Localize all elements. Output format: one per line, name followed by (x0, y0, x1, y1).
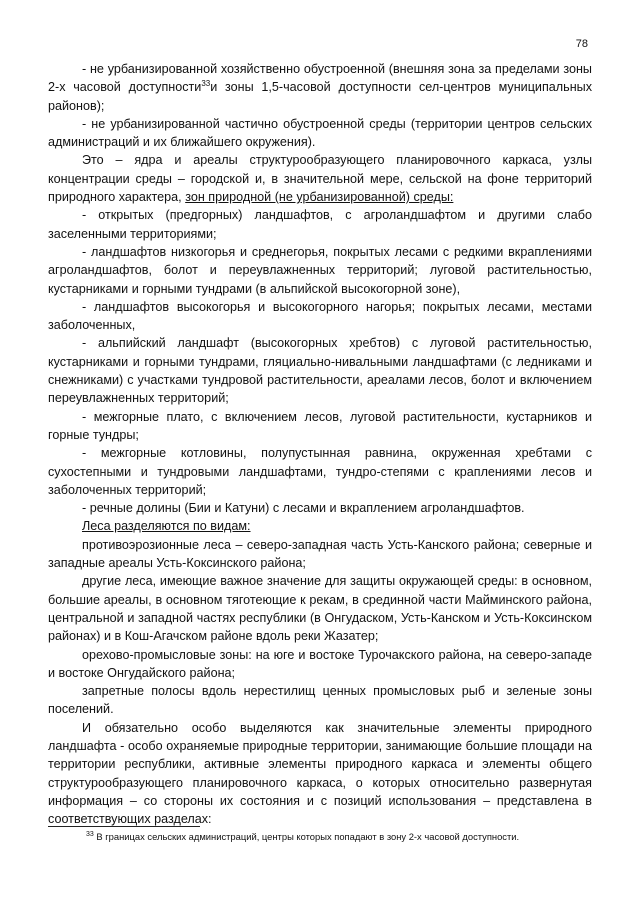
list-item: - ландшафтов низкогорья и среднегорья, покрытых лесами с редкими вкраплениями агроландшафтов, болот и переувлажненных территорий; луговой растительностью, кустарниками и горными тундрами (в альпийской высокогорной зоне), (48, 244, 592, 296)
list-item: - открытых (предгорных) ландшафтов, с агроландшафтом и другими слабо заселенными территориями; (48, 208, 592, 241)
paragraph-urbanized-zone (48, 60, 592, 115)
page-number: 78 (575, 38, 588, 50)
section-heading-forests (48, 517, 592, 535)
footnote-number: 33 (86, 831, 94, 838)
forest-type-item: запретные полосы вдоль нерестилищ ценных промысловых рыб и зеленые зоны поселений. (48, 684, 592, 717)
paragraph-text: Это – ядра и ареалы структурообразующего планировочного каркаса, узлы концентрации среды – городской и, в значительной мере, сельской на фоне территорий природного характера, (48, 153, 592, 205)
paragraph-framework-cores (48, 151, 592, 206)
list-item: - альпийский ландшафт (высокогорных хребтов) с луговой растительностью, кустарниками и горными тундрами, гляциально-нивальными ландшафтами (с ледниками и снежниками) с участками тундровой растительности, ареалами лесов, болот и включением переувлажненных территорий; (48, 336, 592, 406)
list-item: - межгорные плато, с включением лесов, луговой растительности, кустарников и горные тундры; (48, 409, 592, 442)
paragraph-partially-developed: - не урбанизированной частично обустроенной среды (территории центров сельских администраций и их ближайшего окружения). (48, 116, 592, 150)
paragraph-protected-areas: И обязательно особо выделяются как значительные элементы природного ландшафта - особо охраняемые природные территории, занимающие большие площади на территории республики, активные элементы природного каркаса и элементы общего структурообразующего планировочного каркаса, о которых относительно развернутая информация – со стороны их состояния и с позиций использования – представлена в соответствующих разделах: (48, 720, 592, 827)
forest-type-item: другие леса, имеющие важное значение для защиты окружающей среды: в основном, большие ареалы, в основном тяготеющие к рекам, в срединной части Майминского района, центральной и западной частях республики (в Онгудаском, Усть-Канском и Усть-Коксинском районах) и в Кош-Агачском районе вдоль реки Жазатер; (48, 574, 592, 644)
underlined-heading: зон природной (не урбанизированной) среды: (185, 190, 454, 205)
list-item: - речные долины (Бии и Катуни) с лесами и вкраплением агроландшафтов. (82, 501, 525, 516)
forest-type-item: орехово-промысловые зоны: на юге и востоке Турочакского района, на северо-западе и востоке Онгудайского района; (48, 647, 592, 680)
underlined-heading: Леса разделяются по видам: (82, 519, 251, 534)
body-text (48, 60, 592, 828)
footnote-divider (48, 826, 200, 827)
list-item: - ландшафтов высокогорья и высокогорного нагорья; покрытых лесами, местами заболоченных, (48, 299, 592, 333)
list-item: - межгорные котловины, полупустынная равнина, окруженная хребтами с сухостепными и тундровыми ландшафтами, тундро-степями с краплениями лесов и заболоченных территорий; (48, 446, 592, 497)
paragraph-text: и зоны 1,5-часовой доступности сел-центров муниципальных районов); (48, 80, 592, 113)
footnote (86, 831, 592, 843)
footnote-reference[interactable]: 33 (201, 79, 211, 89)
forest-type-item: противоэрозионные леса – северо-западная часть Усть-Канского района; северные и западные ареалы Усть-Коксинского района; (48, 537, 592, 571)
paragraph-text: - не урбанизированной хозяйственно обустроенной (внешняя зона за пределами зоны 2-х часовой доступности (48, 62, 592, 95)
footnote-text: В границах сельских администраций, центры которых попадают в зону 2-х часовой доступности. (93, 831, 520, 842)
